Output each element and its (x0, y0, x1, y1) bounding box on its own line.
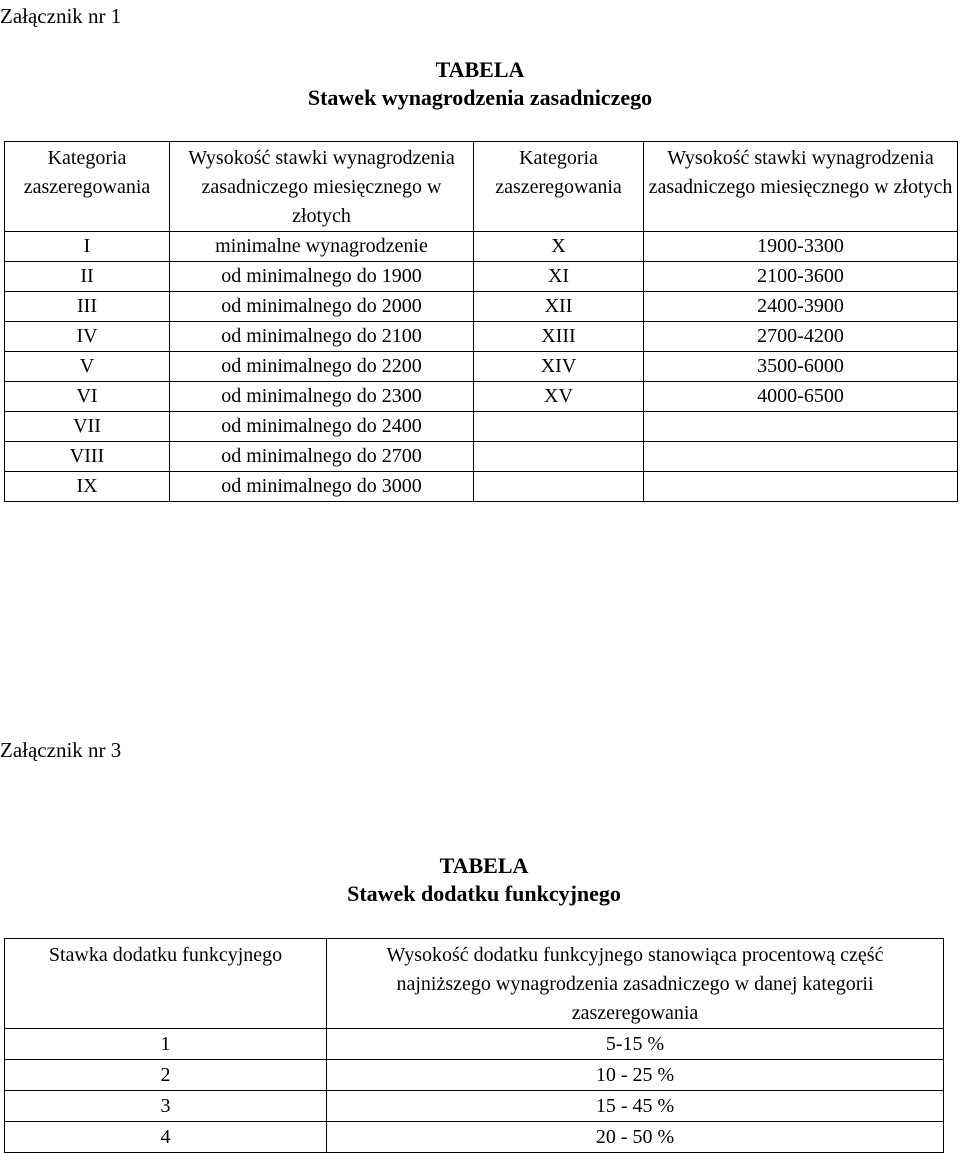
table1-cell-category: VII (5, 412, 170, 442)
table-row (5, 352, 958, 382)
table1-cell-category (474, 442, 644, 472)
table1-cell-rate (644, 412, 958, 442)
annex-3-label: Załącznik nr 3 (0, 738, 122, 762)
table1-cell-category: VI (5, 382, 170, 412)
table1-cell-category (474, 472, 644, 502)
table2-cell-rate: 4 (5, 1122, 327, 1153)
table1-cell-category: V (5, 352, 170, 382)
table1-cell-category: XII (474, 292, 644, 322)
table-row (5, 1029, 944, 1060)
table1-cell-rate: od minimalnego do 1900 (170, 262, 474, 292)
table1-cell-category: IV (5, 322, 170, 352)
table1-cell-category: X (474, 232, 644, 262)
table2-title-line1: TABELA (439, 853, 529, 878)
table1-cell-category (474, 412, 644, 442)
table1-cell-rate (644, 472, 958, 502)
table-row (5, 322, 958, 352)
table-row (5, 1122, 944, 1153)
table1-cell-category: XIII (474, 322, 644, 352)
table2-cell-value: 10 - 25 % (327, 1060, 944, 1091)
table1-cell-category: IX (5, 472, 170, 502)
table-row (5, 382, 958, 412)
table1-cell-category: XIV (474, 352, 644, 382)
function-allowance-table (4, 938, 944, 1153)
table1-cell-rate: od minimalnego do 2200 (170, 352, 474, 382)
table-row (5, 292, 958, 322)
table-row (5, 412, 958, 442)
table1-cell-rate (644, 442, 958, 472)
table1-cell-rate: 2400-3900 (644, 292, 958, 322)
table1-cell-rate: od minimalnego do 2100 (170, 322, 474, 352)
table1-cell-category: XV (474, 382, 644, 412)
table1-cell-rate: minimalne wynagrodzenie (170, 232, 474, 262)
table1-title-line2: Stawek wynagrodzenia zasadniczego (307, 85, 653, 110)
table2-header-rate: Stawka dodatku funkcyjnego (5, 939, 327, 1029)
table-row (5, 232, 958, 262)
table-row (5, 1091, 944, 1122)
table2-title-line2: Stawek dodatku funkcyjnego (347, 881, 621, 906)
table1-header-category-a: Kategoria zaszeregowania (5, 142, 170, 232)
table2-header-row (5, 939, 944, 1029)
table1-cell-category: I (5, 232, 170, 262)
table1-cell-rate: 2700-4200 (644, 322, 958, 352)
annex-1-label: Załącznik nr 1 (0, 4, 122, 28)
table1-header-rate-b: Wysokość stawki wynagrodzenia zasadniczego miesięcznego w złotych (644, 142, 958, 232)
table-row (5, 442, 958, 472)
table1-cell-rate: 2100-3600 (644, 262, 958, 292)
table2-header-value: Wysokość dodatku funkcyjnego stanowiąca procentową część najniższego wynagrodzenia zasadniczego w danej kategorii zaszeregowania (327, 939, 944, 1029)
table1-cell-rate: od minimalnego do 2300 (170, 382, 474, 412)
table1-cell-rate: 1900-3300 (644, 232, 958, 262)
table2-cell-rate: 2 (5, 1060, 327, 1091)
table1-title (0, 56, 960, 112)
table1-cell-category: VIII (5, 442, 170, 472)
table2-cell-value: 15 - 45 % (327, 1091, 944, 1122)
table1-cell-rate: od minimalnego do 3000 (170, 472, 474, 502)
table-row (5, 1060, 944, 1091)
table2-cell-value: 5-15 % (327, 1029, 944, 1060)
table1-header-rate-a: Wysokość stawki wynagrodzenia zasadniczego miesięcznego w złotych (170, 142, 474, 232)
table1-header-row (5, 142, 958, 232)
table1-title-line1: TABELA (435, 57, 525, 82)
table1-header-category-b: Kategoria zaszeregowania (474, 142, 644, 232)
table-row (5, 262, 958, 292)
salary-rates-table (4, 141, 958, 502)
table2-cell-rate: 3 (5, 1091, 327, 1122)
table1-cell-category: II (5, 262, 170, 292)
table1-cell-rate: od minimalnego do 2400 (170, 412, 474, 442)
table2-title (4, 852, 960, 908)
table-row (5, 472, 958, 502)
table1-cell-rate: 3500-6000 (644, 352, 958, 382)
table1-cell-category: III (5, 292, 170, 322)
table2-cell-value: 20 - 50 % (327, 1122, 944, 1153)
table1-cell-rate: 4000-6500 (644, 382, 958, 412)
table1-cell-rate: od minimalnego do 2700 (170, 442, 474, 472)
table1-cell-rate: od minimalnego do 2000 (170, 292, 474, 322)
table1-cell-category: XI (474, 262, 644, 292)
table2-cell-rate: 1 (5, 1029, 327, 1060)
